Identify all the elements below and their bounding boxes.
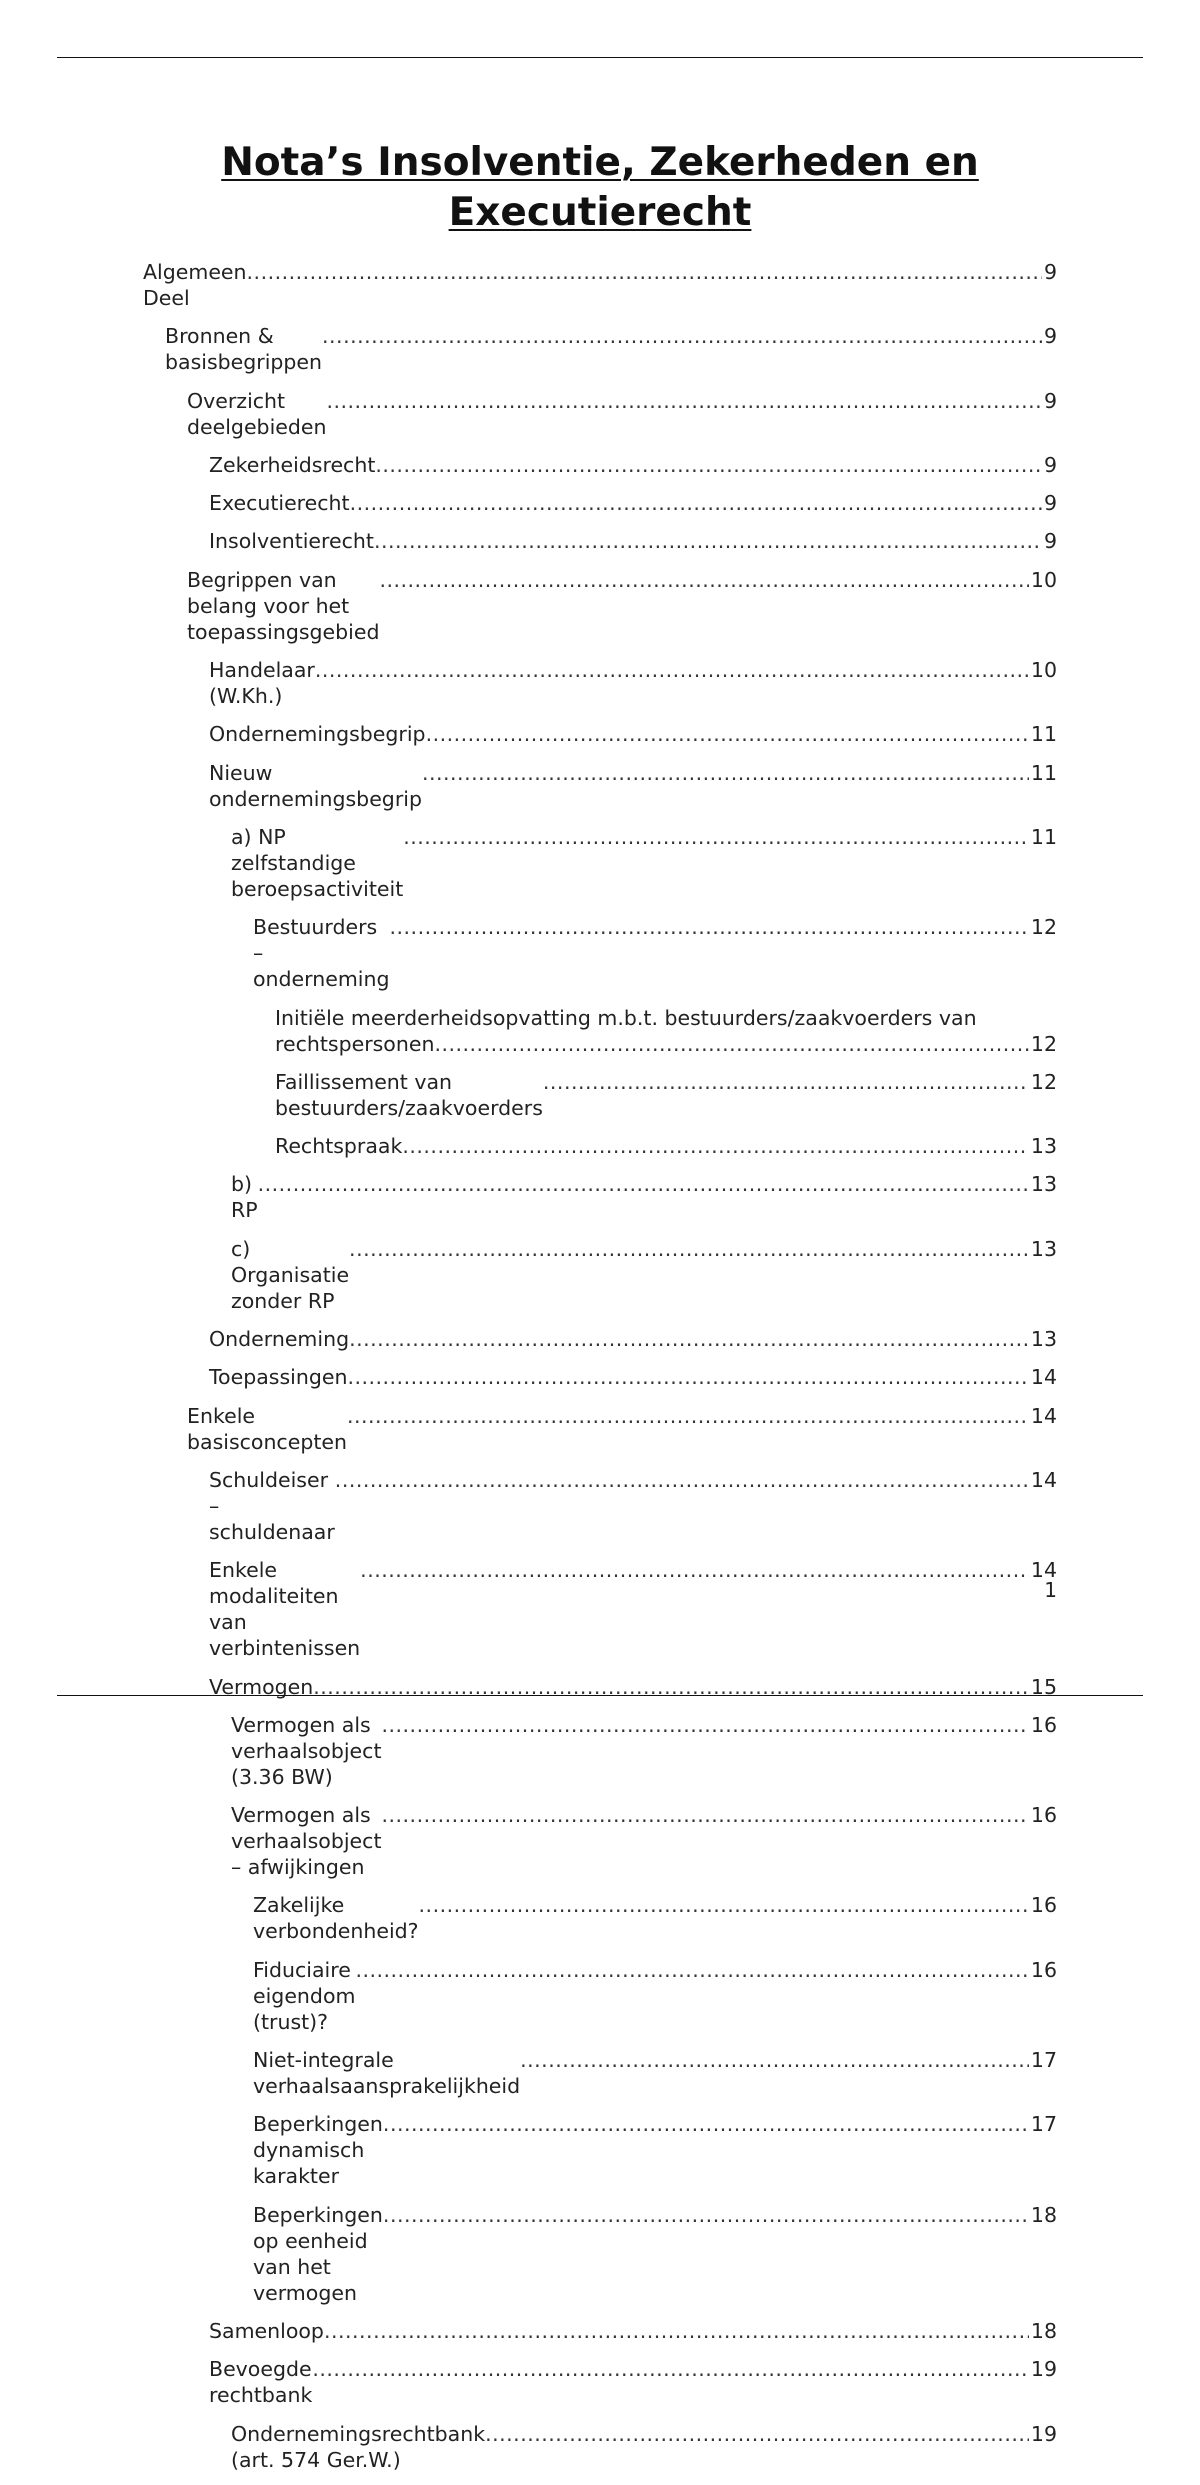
dot-leader <box>383 2111 1029 2137</box>
toc-entry-title: Handelaar (W.Kh.) <box>209 658 315 709</box>
toc-entry[interactable] <box>143 1364 1057 1390</box>
toc-entry[interactable] <box>143 490 1057 516</box>
toc-entry-page-number: 10 <box>1030 567 1057 592</box>
toc-entry-title: Executierecht <box>209 491 350 516</box>
toc-entry[interactable] <box>143 2202 1057 2306</box>
toc-entry[interactable] <box>143 824 1057 902</box>
toc-entry-page-number: 16 <box>1030 1712 1057 1737</box>
toc-entry-title: c) Organisatie zonder RP <box>231 1236 350 1313</box>
toc-entry-page-number: 13 <box>1030 1172 1057 1197</box>
footer-rule <box>57 1695 1143 1696</box>
toc-entry-page-number: 19 <box>1030 2357 1057 2382</box>
dot-leader <box>520 2047 1029 2073</box>
toc-entry[interactable] <box>143 1005 1057 1057</box>
dot-leader <box>374 528 1042 554</box>
toc-entry[interactable] <box>143 2111 1057 2189</box>
toc-entry-title: Begrippen van belang voor het toepassingsgebied <box>187 567 380 644</box>
toc-entry-title: Overzicht deelgebieden <box>187 388 327 439</box>
toc-entry-page-number: 13 <box>1030 1236 1057 1261</box>
toc-entry-page-number: 11 <box>1030 760 1057 785</box>
dot-leader <box>381 1712 1028 1738</box>
dot-leader <box>485 2421 1029 2447</box>
dot-leader <box>375 452 1042 478</box>
toc-entry-title: Schuldeiser – schuldenaar <box>209 1467 335 1544</box>
dot-leader <box>247 259 1042 285</box>
toc-entry-title: Vermogen als verhaalsobject (3.36 BW) <box>231 1712 382 1789</box>
dot-leader <box>335 1467 1029 1493</box>
toc-entry[interactable] <box>143 1467 1057 1545</box>
toc-entry-title: Onderneming <box>209 1327 350 1352</box>
toc-entry-title: Fiduciaire eigendom (trust)? <box>253 1957 356 2034</box>
toc-entry-page-number: 18 <box>1030 2318 1057 2343</box>
dot-leader <box>402 1133 1029 1159</box>
toc-entry-page-number: 14 <box>1030 1467 1057 1492</box>
toc-entry[interactable] <box>143 1712 1057 1790</box>
toc-entry-page-number: 9 <box>1043 388 1057 413</box>
toc-entry-page-number: 13 <box>1030 1134 1057 1159</box>
page-number: 1 <box>1044 1578 1057 1602</box>
toc-entry[interactable] <box>143 1326 1057 1352</box>
toc-entry-title: Samenloop <box>209 2318 324 2343</box>
toc-entry-page-number: 17 <box>1030 2048 1057 2073</box>
dot-leader <box>312 2356 1029 2382</box>
dot-leader <box>403 824 1029 850</box>
document-title: Nota’s Insolventie, Zekerheden en Executierecht <box>221 140 979 235</box>
toc-entry-page-number: 11 <box>1030 824 1057 849</box>
dot-leader <box>350 490 1042 516</box>
toc-entry[interactable] <box>143 2318 1057 2344</box>
toc-entry[interactable] <box>143 657 1057 709</box>
toc-entry-title: Toepassingen <box>209 1365 348 1390</box>
header-rule <box>57 57 1143 58</box>
toc-entry[interactable] <box>143 1802 1057 1880</box>
toc-entry-page-number: 9 <box>1043 529 1057 554</box>
toc-entry[interactable] <box>143 323 1057 375</box>
dot-leader <box>434 1031 1028 1057</box>
toc-entry-title: Bevoegde rechtbank <box>209 2357 313 2408</box>
toc-entry-title: Beperkingen op eenheid van het vermogen <box>253 2202 383 2305</box>
table-of-contents <box>143 259 1057 2485</box>
toc-entry[interactable] <box>143 388 1057 440</box>
toc-entry-page-number: 12 <box>1030 1031 1057 1056</box>
toc-entry[interactable] <box>143 1171 1057 1223</box>
dot-leader <box>390 914 1029 940</box>
toc-entry-page-number: 17 <box>1030 2112 1057 2137</box>
toc-entry-title: Ondernemingsbegrip <box>209 722 426 747</box>
toc-entry-page-number: 19 <box>1030 2421 1057 2446</box>
toc-entry[interactable] <box>143 1892 1057 1944</box>
dot-leader <box>543 1069 1029 1095</box>
toc-entry-title: Vermogen <box>209 1674 314 1699</box>
toc-entry-page-number: 9 <box>1043 260 1057 284</box>
toc-entry-title-line: Initiële meerderheidsopvatting m.b.t. bestuurders/zaakvoerders van <box>275 1005 977 1030</box>
toc-entry-title: Insolventierecht <box>209 529 374 554</box>
toc-entry-page-number: 14 <box>1030 1365 1057 1390</box>
toc-entry-page-number: 15 <box>1030 1674 1057 1699</box>
toc-entry-page-number: 12 <box>1030 915 1057 940</box>
toc-entry-page-number: 10 <box>1030 658 1057 683</box>
toc-entry-title: Enkele modaliteiten van verbintenissen <box>209 1558 361 1661</box>
toc-entry[interactable] <box>143 1957 1057 2035</box>
toc-entry[interactable] <box>143 2047 1057 2099</box>
dot-leader <box>426 721 1029 747</box>
toc-entry[interactable] <box>143 1557 1057 1661</box>
toc-entry-title: Algemeen Deel <box>143 260 247 310</box>
toc-entry-page-number: 16 <box>1030 1803 1057 1828</box>
dot-leader <box>347 1364 1028 1390</box>
dot-leader <box>322 323 1042 349</box>
dot-leader <box>258 1171 1029 1197</box>
dot-leader <box>315 657 1029 683</box>
toc-entry[interactable] <box>143 259 1057 311</box>
dot-leader <box>349 1326 1029 1352</box>
dot-leader <box>349 1236 1029 1262</box>
toc-entry-title: Beperkingen dynamisch karakter <box>253 2112 383 2189</box>
toc-entry-title: Vermogen als verhaalsobject – afwijkingen <box>231 1803 382 1880</box>
dot-leader <box>355 1957 1028 1983</box>
dot-leader <box>347 1403 1029 1429</box>
toc-entry[interactable] <box>143 721 1057 747</box>
toc-entry-title: Zakelijke verbondenheid? <box>253 1893 419 1944</box>
dot-leader <box>422 760 1029 786</box>
toc-entry-title: Zekerheidsrecht <box>209 452 376 477</box>
dot-leader <box>419 1892 1029 1918</box>
dot-leader <box>326 388 1041 414</box>
toc-entry-title: b) RP <box>231 1172 258 1223</box>
toc-entry-page-number: 14 <box>1030 1403 1057 1428</box>
dot-leader <box>383 2202 1029 2228</box>
dot-leader <box>360 1557 1029 1583</box>
toc-entry-page-number: 16 <box>1030 1893 1057 1918</box>
toc-entry-page-number: 9 <box>1043 452 1057 477</box>
dot-leader <box>379 567 1028 593</box>
toc-entry-title: Enkele basisconcepten <box>187 1403 347 1454</box>
toc-entry-page-number: 14 <box>1030 1558 1057 1583</box>
toc-entry[interactable] <box>143 1069 1057 1121</box>
toc-entry-page-number: 9 <box>1043 324 1057 349</box>
toc-entry[interactable] <box>143 1236 1057 1314</box>
toc-entry[interactable] <box>143 567 1057 645</box>
toc-entry[interactable] <box>143 2421 1057 2473</box>
toc-entry-page-number: 9 <box>1043 491 1057 516</box>
toc-entry[interactable] <box>143 528 1057 554</box>
toc-entry-title: Niet-integrale verhaalsaansprakelijkheid <box>253 2048 521 2099</box>
toc-entry[interactable] <box>143 1133 1057 1159</box>
toc-entry-page-number: 11 <box>1030 722 1057 747</box>
dot-leader <box>324 2318 1029 2344</box>
toc-entry-page-number: 13 <box>1030 1327 1057 1352</box>
toc-entry-title: Bronnen & basisbegrippen <box>165 324 323 375</box>
toc-entry-page-number: 12 <box>1030 1069 1057 1094</box>
toc-entry-title: Rechtspraak <box>275 1134 403 1159</box>
toc-entry[interactable] <box>143 760 1057 812</box>
toc-entry-title: rechtspersonen <box>275 1031 435 1056</box>
toc-entry[interactable] <box>143 2356 1057 2408</box>
toc-entry[interactable] <box>143 452 1057 478</box>
dot-leader <box>381 1802 1028 1828</box>
toc-entry-title: Nieuw ondernemingsbegrip <box>209 760 422 811</box>
toc-entry-title: Ondernemingsrechtbank (art. 574 Ger.W.) <box>231 2421 486 2472</box>
toc-entry[interactable] <box>143 914 1057 992</box>
toc-entry-page-number: 16 <box>1030 1957 1057 1982</box>
toc-entry-title: Faillissement van bestuurders/zaakvoerders <box>275 1069 543 1120</box>
toc-entry-title: a) NP zelfstandige beroepsactiviteit <box>231 824 404 901</box>
toc-entry[interactable] <box>143 1403 1057 1455</box>
toc-entry-page-number: 18 <box>1030 2202 1057 2227</box>
toc-entry-title: Bestuurders – onderneming <box>253 915 390 992</box>
